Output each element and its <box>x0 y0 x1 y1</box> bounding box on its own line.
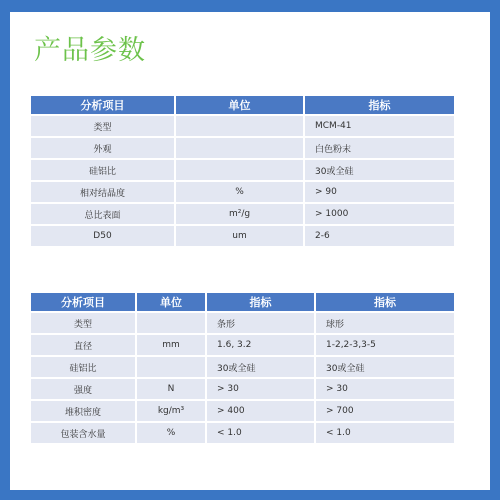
cell-unit <box>176 160 303 180</box>
cell-spec: 2-6 <box>305 226 454 246</box>
cell-unit: % <box>176 182 303 202</box>
cell-item: 硅铝比 <box>31 160 174 180</box>
cell-item: 外观 <box>31 138 174 158</box>
cell-unit <box>176 116 303 136</box>
cell-unit <box>137 357 205 377</box>
cell-spec-sphere: > 30 <box>316 379 454 399</box>
cell-spec-strip: > 30 <box>207 379 314 399</box>
cell-spec: 30或全硅 <box>305 160 454 180</box>
cell-unit: mm <box>137 335 205 355</box>
cell-spec: MCM-41 <box>305 116 454 136</box>
table-row <box>31 401 454 421</box>
cell-spec: > 90 <box>305 182 454 202</box>
header-spec-strip: 指标 <box>207 293 314 311</box>
cell-unit: kg/m³ <box>137 401 205 421</box>
spec-table-formed <box>29 291 456 445</box>
table-row <box>31 226 454 246</box>
header-unit: 单位 <box>137 293 205 311</box>
header-spec-sphere: 指标 <box>316 293 454 311</box>
cell-item: 类型 <box>31 313 135 333</box>
cell-spec-sphere: > 700 <box>316 401 454 421</box>
cell-unit: N <box>137 379 205 399</box>
table-row <box>31 379 454 399</box>
cell-item: 堆积密度 <box>31 401 135 421</box>
table-row <box>31 138 454 158</box>
cell-unit <box>137 313 205 333</box>
table-row <box>31 335 454 355</box>
table-row <box>31 313 454 333</box>
cell-spec-sphere: 1-2,2-3,3-5 <box>316 335 454 355</box>
header-unit: 单位 <box>176 96 303 114</box>
header-spec: 指标 <box>305 96 454 114</box>
page-title: 产品参数 <box>34 35 146 66</box>
cell-unit: % <box>137 423 205 443</box>
cell-item: 直径 <box>31 335 135 355</box>
table-row <box>31 160 454 180</box>
cell-spec-strip: > 400 <box>207 401 314 421</box>
cell-item: 包装含水量 <box>31 423 135 443</box>
table-row <box>31 116 454 136</box>
cell-unit: um <box>176 226 303 246</box>
cell-spec-strip: 条形 <box>207 313 314 333</box>
table-row <box>31 204 454 224</box>
cell-item: 硅铝比 <box>31 357 135 377</box>
cell-spec-strip: < 1.0 <box>207 423 314 443</box>
header-item: 分析项目 <box>31 293 135 311</box>
cell-spec-sphere: 球形 <box>316 313 454 333</box>
cell-spec: 白色粉末 <box>305 138 454 158</box>
table-row <box>31 182 454 202</box>
header-item: 分析项目 <box>31 96 174 114</box>
cell-item: 总比表面 <box>31 204 174 224</box>
table-header-row <box>31 293 454 311</box>
table-row <box>31 357 454 377</box>
cell-unit <box>176 138 303 158</box>
cell-spec-sphere: < 1.0 <box>316 423 454 443</box>
cell-item: 相对结晶度 <box>31 182 174 202</box>
cell-item: 强度 <box>31 379 135 399</box>
table-row <box>31 423 454 443</box>
cell-spec: > 1000 <box>305 204 454 224</box>
cell-spec-strip: 1.6, 3.2 <box>207 335 314 355</box>
cell-item: 类型 <box>31 116 174 136</box>
cell-item: D50 <box>31 226 174 246</box>
spec-table-powder <box>29 94 456 248</box>
cell-spec-strip: 30或全硅 <box>207 357 314 377</box>
table-header-row <box>31 96 454 114</box>
cell-spec-sphere: 30或全硅 <box>316 357 454 377</box>
cell-unit: m²/g <box>176 204 303 224</box>
